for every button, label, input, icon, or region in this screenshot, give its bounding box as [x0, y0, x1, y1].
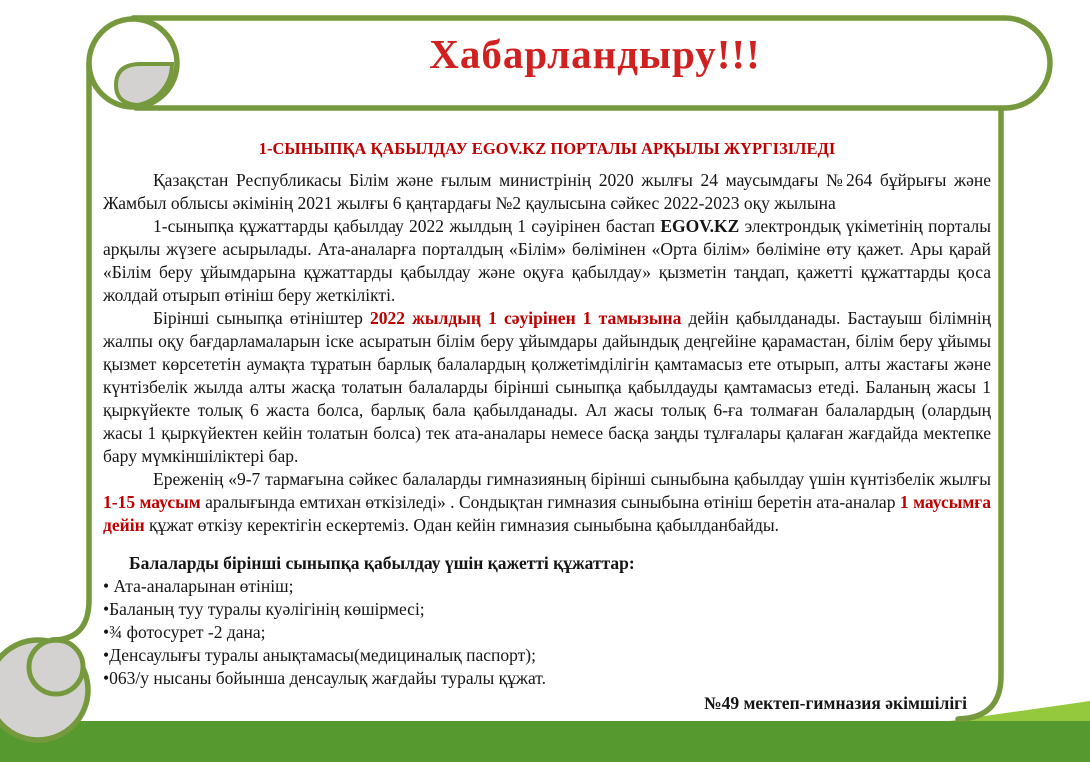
- paragraph: [103, 468, 991, 537]
- body-paragraphs: [103, 169, 991, 537]
- document-list-item: •Денсаулығы туралы анықтамасы(медициналық паспорт);: [103, 645, 536, 665]
- text-run: құжат өткізу керектігін ескертеміз. Одан кейін гимназия сыныбына қабылданбайды.: [144, 515, 780, 535]
- text-run: Қазақстан Республикасы Білім және ғылым министрінің 2020 жылғы 24 маусымдағы №264 бұйрығы және Жамбыл облысы әкімінің 2021 жылғы 6 қаңтардағы №2 қаулысына сәйкес 2022-2023 оқу жылына: [103, 170, 991, 213]
- text-run: 1-15 маусым: [103, 492, 201, 512]
- text-run: 1-сыныпқа құжаттарды қабылдау 2022 жылдың 1 сәуірінен бастап: [153, 216, 661, 236]
- text-run: 2022 жылдың 1 сәуірінен 1 тамызына: [370, 308, 682, 328]
- document-list-item: • Ата-аналарынан өтініш;: [103, 576, 294, 596]
- text-run: Бірінші сыныпқа өтініштер: [153, 308, 371, 328]
- text-run: Ереженің «9-7 тармағына сәйкес балаларды гимназияның бірінші сыныбына қабылдау үшін күнтізбелік жылғы: [153, 469, 991, 489]
- document-list-item: •063/у нысаны бойынша денсаулық жағдайы туралы құжат.: [103, 668, 547, 688]
- text-run: дейін қабылданады. Бастауыш білімнің жалпы оқу бағдарламаларын іске асыратын білім беру ұйымдары дайындық деңгейіне қарамастан, білім беру ұйымы қызмет көрсететін аумақта тұратын барлық балалардың қолжетімділігін қамтамасыз ете отырып, алты жастағы және күнтізбелік жылда алты жасқа толатын балаларды бірінші сыныпқа қабылдауды қамтамасыз етеді. Баланың жасы 1 қыркүйекте толық 6 жаста болса, барлық бала қабылданады. Ал жасы толық 6-ға толмаған балалардың (олардың жасы 1 қыркүйектен кейін толатын болса) тек ата-аналары немесе басқа заңды тұлғалары қалаған жағдайда мектепке бару мүмкіншіліктері бар.: [103, 308, 991, 466]
- document-list: [103, 575, 991, 690]
- documents-heading: Балаларды бірінші сыныпқа қабылдау үшін қажетті құжаттар:: [129, 553, 635, 573]
- announcement-heading: 1-СЫНЫПҚА ҚАБЫЛДАУ EGOV.KZ ПОРТАЛЫ АРҚЫЛЫ ЖҮРГІЗІЛЕДІ: [258, 139, 836, 158]
- signature: №49 мектеп-гимназия әкімшілігі: [703, 693, 967, 713]
- text-run: аралығында емтихан өткізіледі» . Сондықтан гимназия сыныбына өтініш беретін ата-аналар: [200, 492, 900, 512]
- announcement-body: [103, 137, 991, 715]
- text-run: 1 маусымға дейін: [103, 492, 991, 535]
- paragraph: [103, 307, 991, 468]
- document-list-item: •¾ фотосурет -2 дана;: [103, 622, 266, 642]
- page-title: Хабарландыру!!!: [429, 31, 761, 77]
- left-border: [52, 63, 89, 640]
- paragraph: [103, 215, 991, 307]
- text-run: электрондық үкіметінің порталы арқылы жүзеге асырылады. Ата-аналарға порталдың «Білім» бөлімінен «Орта білім» бөліміне өту қажет. Ары қарай «Білім беру ұйымдарына құжаттарды қабылдау және оқуға қабылдау» қызметін таңдап, қажетті құжаттарды қоса жолдай отырып өтініш беру жеткілікті.: [103, 216, 991, 305]
- paragraph: [103, 169, 991, 215]
- text-run: EGOV.KZ: [660, 216, 740, 236]
- paper-curl-bottom-left-icon: [0, 640, 88, 740]
- document-list-item: •Баланың туу туралы куәлігінің көшірмесі;: [103, 599, 425, 619]
- bottom-band: [0, 721, 1090, 762]
